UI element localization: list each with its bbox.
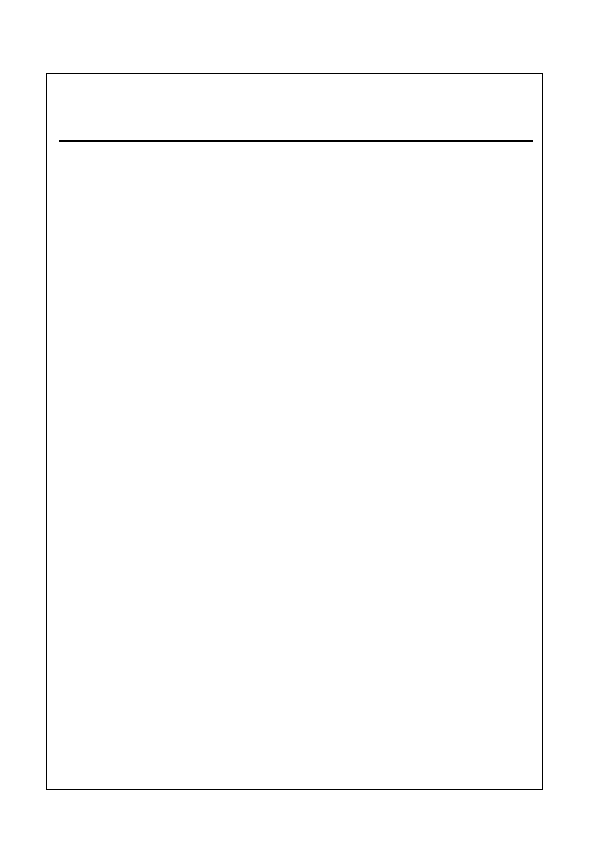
heading-rule <box>59 140 533 142</box>
document-body <box>59 146 532 766</box>
page-frame <box>46 73 543 790</box>
chapter-heading <box>59 112 529 136</box>
